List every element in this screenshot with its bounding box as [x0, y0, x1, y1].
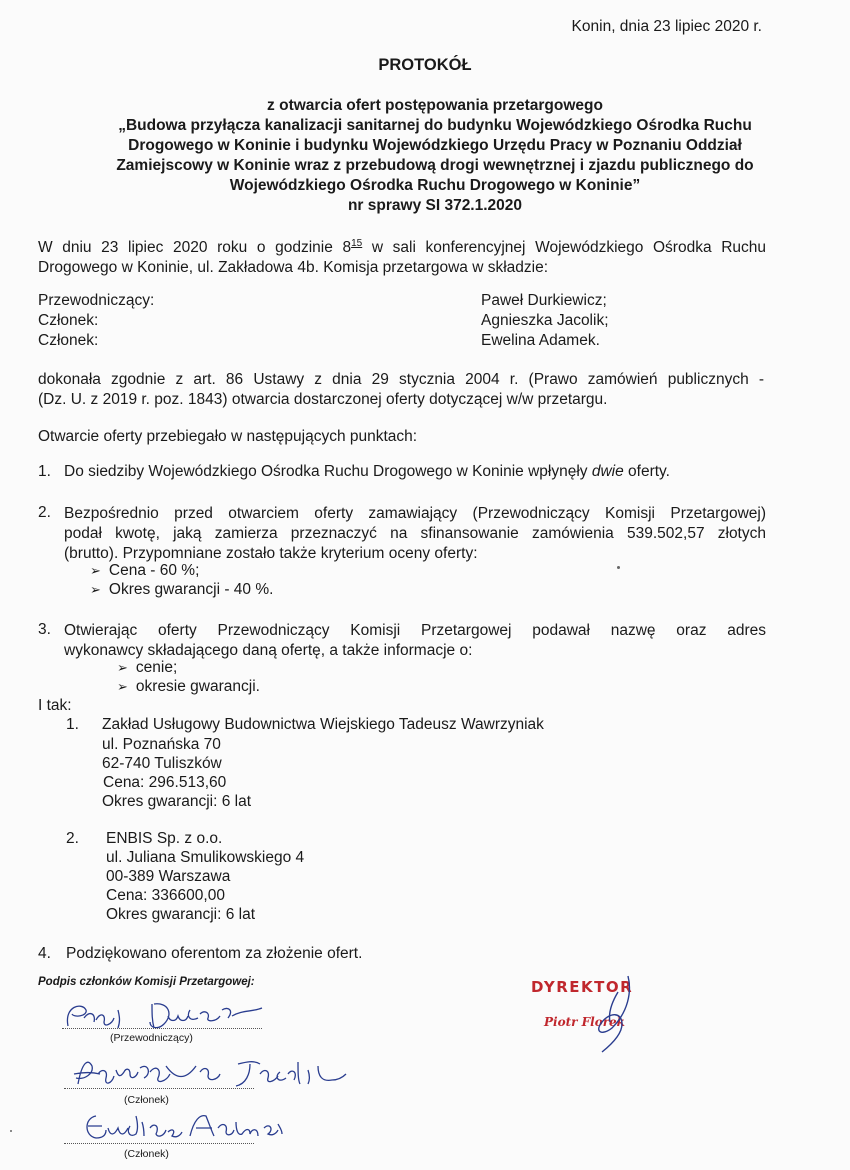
signature-role: (Członek) — [124, 1094, 169, 1106]
point-3-line: Otwierając oferty Przewodniczący Komisji Przetargowej podawał nazwę oraz adres — [64, 622, 766, 639]
subtitle-line: „Budowa przyłącza kanalizacji sanitarnej do budynku Wojewódzkiego Ośrodka Ruchu — [118, 117, 752, 134]
point-1-emphasis: dwie — [591, 463, 624, 480]
criterion-text: Okres gwarancji - 40 %. — [108, 581, 274, 598]
subtitle-line: Drogowego w Koninie i budynku Wojewódzkiego Urzędu Pracy w Poznaniu Oddział — [128, 137, 742, 154]
intro-line-1 — [38, 234, 766, 258]
signature-member-1 — [70, 1052, 360, 1098]
intro-text: W dniu 23 lipiec 2020 roku o godzinie 8 — [38, 239, 352, 256]
committee-name: Agnieszka Jacolik; — [481, 312, 609, 329]
scan-speck — [10, 1130, 12, 1132]
signatures-label: Podpis członków Komisji Przetargowej: — [38, 976, 255, 988]
offer-number: 1. — [66, 716, 79, 733]
point-3-text — [64, 621, 766, 661]
place-date: Konin, dnia 23 lipiec 2020 r. — [571, 18, 762, 35]
point-1-text-part: oferty. — [623, 463, 670, 480]
offer-price: Cena: 296.513,60 — [103, 774, 227, 791]
signature-role: (Członek) — [124, 1148, 169, 1160]
point-2-text — [64, 504, 766, 564]
offer-street: ul. Poznańska 70 — [102, 736, 221, 753]
arrow-bullet-icon: ➢ — [90, 582, 101, 597]
criterion-item — [90, 581, 273, 599]
scan-speck — [617, 566, 620, 569]
offer-city: 62-740 Tuliszków — [102, 755, 222, 772]
info-text: cenie; — [135, 659, 178, 676]
signature-line — [64, 1143, 254, 1144]
signature-line — [62, 1028, 262, 1029]
legal-line-1: dokonała zgodnie z art. 86 Ustawy z dnia 29 stycznia 2004 r. (Prawo zamówień publicznych - — [38, 371, 764, 388]
intro-text: w sali konferencyjnej Wojewódzkiego Ośrodka Ruchu — [362, 239, 767, 256]
document-title: PROTOKÓŁ — [378, 56, 472, 74]
point-2-number: 2. — [38, 504, 51, 521]
i-tak-label: I tak: — [38, 697, 72, 714]
intro-line-2: Drogowego w Koninie, ul. Zakładowa 4b. Komisja przetargowa w składzie: — [38, 259, 549, 276]
committee-role: Przewodniczący: — [38, 292, 155, 309]
point-2-line: Bezpośrednio przed otwarciem oferty zamawiający (Przewodniczący Komisji Przetargowej) — [64, 505, 766, 522]
director-stamp-name: Piotr Florek — [544, 1015, 625, 1029]
point-1-text — [64, 463, 670, 481]
signature-role: (Przewodniczący) — [110, 1032, 193, 1044]
legal-paragraph — [38, 370, 764, 410]
proceedings-intro: Otwarcie oferty przebiegało w następujących punktach: — [38, 428, 418, 445]
point-2-line: podał kwotę, jaką zamierza przeznaczyć na sfinansowanie zamówienia 539.502,57 złotych — [64, 525, 766, 542]
case-number: nr sprawy SI 372.1.2020 — [347, 197, 523, 214]
signature-member-2 — [82, 1108, 282, 1148]
hour-minutes: 15 — [351, 238, 363, 249]
point-4-text: Podziękowano oferentom za złożenie ofert. — [66, 945, 363, 962]
committee-name: Paweł Durkiewicz; — [481, 292, 607, 309]
offer-company: ENBIS Sp. z o.o. — [106, 830, 223, 847]
criterion-item — [90, 562, 199, 580]
info-item — [117, 659, 177, 677]
offer-warranty: Okres gwarancji: 6 lat — [102, 793, 252, 810]
info-text: okresie gwarancji. — [135, 678, 260, 695]
director-signature — [572, 972, 642, 1062]
subtitle-line: Zamiejscowy w Koninie wraz z przebudową drogi wewnętrznej i zjazdu publicznego do — [116, 157, 754, 174]
signature-line — [64, 1088, 254, 1089]
criterion-text: Cena - 60 %; — [108, 562, 200, 579]
point-2-line: (brutto). Przypomniane zostało także kryterium oceny oferty: — [64, 545, 478, 562]
subtitle-line: Wojewódzkiego Ośrodka Ruchu Drogowego w Koninie” — [229, 177, 641, 194]
point-3-line: wykonawcy składającego daną ofertę, a także informacje o: — [64, 642, 473, 659]
intro-paragraph — [38, 234, 766, 278]
point-4-number: 4. — [38, 945, 51, 962]
director-stamp-title: DYREKTOR — [531, 978, 634, 996]
offer-street: ul. Juliana Smulikowskiego 4 — [106, 849, 305, 866]
offer-city: 00-389 Warszawa — [106, 868, 231, 885]
arrow-bullet-icon: ➢ — [117, 679, 128, 694]
point-1-text-part: Do siedziby Wojewódzkiego Ośrodka Ruchu Drogowego w Koninie wpłynęły — [64, 463, 592, 480]
offer-number: 2. — [66, 830, 79, 847]
committee-role: Członek: — [38, 332, 99, 349]
arrow-bullet-icon: ➢ — [90, 563, 101, 578]
offer-company: Zakład Usługowy Budownictwa Wiejskiego Tadeusz Wawrzyniak — [102, 716, 544, 733]
committee-role: Członek: — [38, 312, 99, 329]
point-3-number: 3. — [38, 621, 51, 638]
document-subtitle — [50, 96, 820, 216]
offer-price: Cena: 336600,00 — [106, 887, 225, 904]
signature-chairman — [62, 996, 282, 1036]
legal-line-2: (Dz. U. z 2019 r. poz. 1843) otwarcia dostarczonej oferty dotyczącej w/w przetargu. — [38, 391, 608, 408]
info-item — [117, 678, 260, 696]
subtitle-line: z otwarcia ofert postępowania przetargowego — [267, 97, 603, 114]
committee-name: Ewelina Adamek. — [481, 332, 600, 349]
point-1-number: 1. — [38, 463, 51, 480]
offer-warranty: Okres gwarancji: 6 lat — [106, 906, 256, 923]
arrow-bullet-icon: ➢ — [117, 660, 128, 675]
